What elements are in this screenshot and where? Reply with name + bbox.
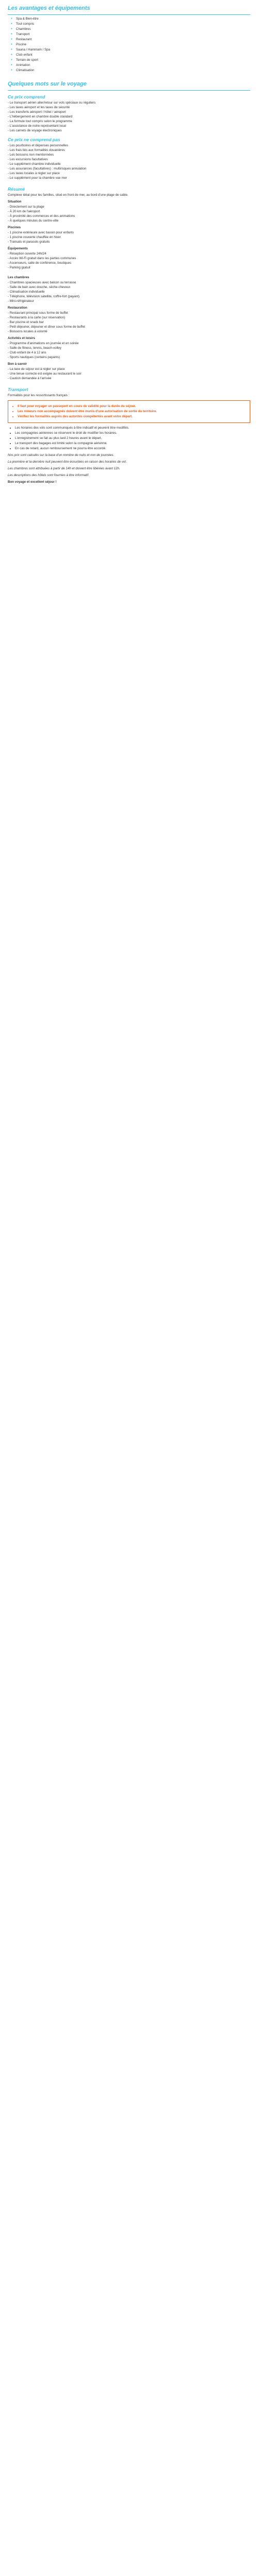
- prix-line: - La formule tout compris selon le programme: [8, 119, 72, 123]
- chambres-section: [8, 276, 250, 381]
- transport-title: Transport: [8, 386, 28, 392]
- prix-line: - Les transferts aéroport / hôtel / aéroport: [8, 110, 66, 114]
- sport-line: - Salle de fitness, tennis, beach-volley: [8, 346, 61, 350]
- situation-list: [8, 205, 250, 224]
- bon-line: - Caution demandée à l'arrivée: [8, 376, 52, 380]
- situation-line: - Directement sur la plage: [8, 205, 44, 209]
- note-line: Nos prix sont calculés sur la base d'un nombre de nuits et non de journées.: [8, 453, 115, 457]
- prix-line: - Les taxes aéroport et les taxes de sécurité: [8, 106, 70, 109]
- formalites-list: [12, 404, 246, 419]
- piscines-head: Piscines: [8, 226, 21, 230]
- advantage-item: ● Sauna / Hammam / Spa: [11, 48, 250, 53]
- advantage-item: ● Restaurant: [11, 38, 250, 43]
- piscine-line: - 1 piscine extérieure avec bassin pour enfants: [8, 231, 74, 235]
- resume-intro: Complexe idéal pour les familles, situé en front de mer, au bord d'une plage de sable.: [8, 193, 128, 197]
- equip-line: - Accès Wi-Fi gratuit dans les parties communes: [8, 257, 76, 261]
- advantage-item: ● Animation: [11, 63, 250, 69]
- chambre-line: - Téléphone, télévision satellite, coffre-fort (payant): [8, 295, 80, 299]
- situation-line: - À 20 km de l'aéroport: [8, 210, 40, 214]
- restauration-line: - Boissons locales à volonté: [8, 330, 47, 333]
- transport-details-list: [8, 426, 250, 451]
- sans-line: - Le supplément chambre individuelle: [8, 162, 61, 166]
- detail-item: • Les horaires des vols sont communiqués à titre indicatif et peuvent être modifiés.: [15, 426, 250, 431]
- equip-list: [8, 252, 250, 270]
- bon-a-savoir-head: Bon à savoir: [8, 362, 27, 366]
- restauration-line: - Bar piscine et snack bar: [8, 320, 44, 325]
- chambre-line: - Climatisation individuelle: [8, 290, 45, 294]
- sport-line: - Programme d'animations en journée et en soirée: [8, 341, 79, 345]
- advantages-section: [8, 3, 250, 74]
- sans-line: - Les boissons non mentionnées: [8, 153, 54, 157]
- detail-item: • En cas de retard, aucun remboursement ne pourra être accordé.: [15, 447, 250, 451]
- sans-line: - Les taxes locales à régler sur place: [8, 172, 60, 176]
- know-title: Quelques mots sur le voyage: [8, 79, 250, 91]
- prix-comprend-list: [8, 101, 250, 133]
- equip-line: - Ascenseurs, salle de conférence, boutiques: [8, 261, 72, 265]
- restauration-head: Restauration: [8, 306, 27, 310]
- chambre-line: - Salle de bain avec douche, sèche-cheveux: [8, 285, 71, 290]
- restauration-line: - Restaurants à la carte (sur réservation): [8, 316, 66, 320]
- prix-comprend-head: Ce prix comprend: [8, 94, 45, 99]
- sans-line: - Les assurances (facultatives) : multirisques annulation: [8, 167, 87, 171]
- sans-line: - Le supplément pour la chambre vue mer: [8, 176, 67, 180]
- prix-sans-head: Ce prix ne comprend pas: [8, 137, 60, 142]
- chambre-line: - Chambres spacieuses avec balcon ou terrasse: [8, 281, 76, 285]
- sports-list: [8, 342, 250, 360]
- equip-head: Équipements: [8, 247, 28, 251]
- equip-line: - Réception ouverte 24h/24: [8, 252, 46, 256]
- situation-line: - À proximité des commerces et des animations: [8, 214, 75, 218]
- chambre-line: - Mini-réfrigérateur: [8, 299, 34, 303]
- restauration-line: - Petit déjeuner, déjeuner et dîner sous forme de buffet: [8, 325, 85, 329]
- know-section: [8, 79, 250, 181]
- sans-line: - Les pourboires et dépenses personnelles: [8, 144, 68, 148]
- transport-intro: Formalités pour les ressortissants français :: [8, 394, 70, 398]
- detail-item: • Les compagnies aériennes se réservent le droit de modifier les horaires.: [15, 431, 250, 436]
- advantage-item: ● Club enfant: [11, 53, 250, 58]
- transport-notes: [8, 453, 250, 478]
- advantages-list: [8, 17, 250, 74]
- equip-line: - Parking gratuit: [8, 266, 30, 270]
- formalite-item: • Les mineurs non accompagnés doivent être munis d'une autorisation de sortie du territoire.: [18, 410, 246, 414]
- advantage-item: ● Transport: [11, 32, 250, 38]
- final-message: Bon voyage et excellent séjour !: [8, 480, 57, 484]
- detail-item: • L'enregistrement se fait au plus tard 2 heures avant le départ.: [15, 436, 250, 441]
- formalites-box: [8, 400, 250, 423]
- bon-a-savoir-list: [8, 367, 250, 381]
- formalite-item: • Il faut pour voyager un passeport en cours de validité pour la durée du séjour.: [18, 404, 246, 409]
- chambres-head: Les chambres: [8, 276, 29, 280]
- sans-line: - Les excursions facultatives: [8, 158, 48, 162]
- piscines-list: [8, 231, 250, 245]
- advantage-item: ● Climatisation: [11, 69, 250, 74]
- piscine-line: - Transats et parasols gratuits: [8, 240, 50, 244]
- advantage-item: ● Spa & Bien-être: [11, 17, 250, 22]
- sports-head: Activités et loisirs: [8, 336, 35, 340]
- note-line: La première et la dernière nuit peuvent être écourtées en raison des horaires de vol.: [8, 460, 127, 464]
- prix-line: - L'assistance de notre représentant local: [8, 124, 66, 128]
- note-line: Les descriptions des hôtels sont fournies à titre informatif.: [8, 473, 89, 477]
- advantages-title: Les avantages et équipements: [8, 3, 250, 15]
- page: [0, 0, 258, 495]
- restauration-list: [8, 311, 250, 334]
- advantage-item: ● Piscine: [11, 43, 250, 48]
- advantage-item: ● Terrain de sport: [11, 58, 250, 63]
- piscine-line: - 1 piscine couverte chauffée en hiver: [8, 235, 61, 240]
- prix-line: - L'hébergement en chambre double standard: [8, 114, 73, 118]
- resume-section: [8, 186, 250, 270]
- situation-line: - À quelques minutes du centre-ville: [8, 219, 59, 223]
- advantage-item: ● Tout compris: [11, 22, 250, 27]
- restauration-line: - Restaurant principal sous forme de buffet: [8, 311, 68, 315]
- formalite-item: • Vérifiez les formalités auprès des autorités compétentes avant votre départ.: [18, 415, 246, 419]
- bon-line: - La taxe de séjour est à régler sur place: [8, 367, 65, 371]
- bon-line: - Une tenue correcte est exigée au restaurant le soir: [8, 371, 82, 376]
- detail-item: • Le transport des bagages est limité selon la compagnie aérienne.: [15, 442, 250, 446]
- sport-line: - Club enfant de 4 à 12 ans: [8, 350, 46, 354]
- sport-line: - Sports nautiques (certains payants): [8, 355, 60, 359]
- chambres-list: [8, 281, 250, 304]
- resume-title: Résumé: [8, 187, 25, 192]
- prix-line: - Le transport aérien aller/retour sur vols spéciaux ou réguliers: [8, 101, 96, 105]
- advantage-item: ● Chambres: [11, 27, 250, 32]
- transport-section: [8, 386, 250, 485]
- situation-head: Situation: [8, 200, 22, 204]
- note-line: Les chambres sont attribuées à partir de 14h et doivent être libérées avant 12h.: [8, 466, 120, 470]
- sans-line: - Les frais liés aux formalités douanières: [8, 148, 65, 152]
- prix-line: - Les carnets de voyage électroniques: [8, 128, 62, 132]
- prix-sans-list: [8, 144, 250, 181]
